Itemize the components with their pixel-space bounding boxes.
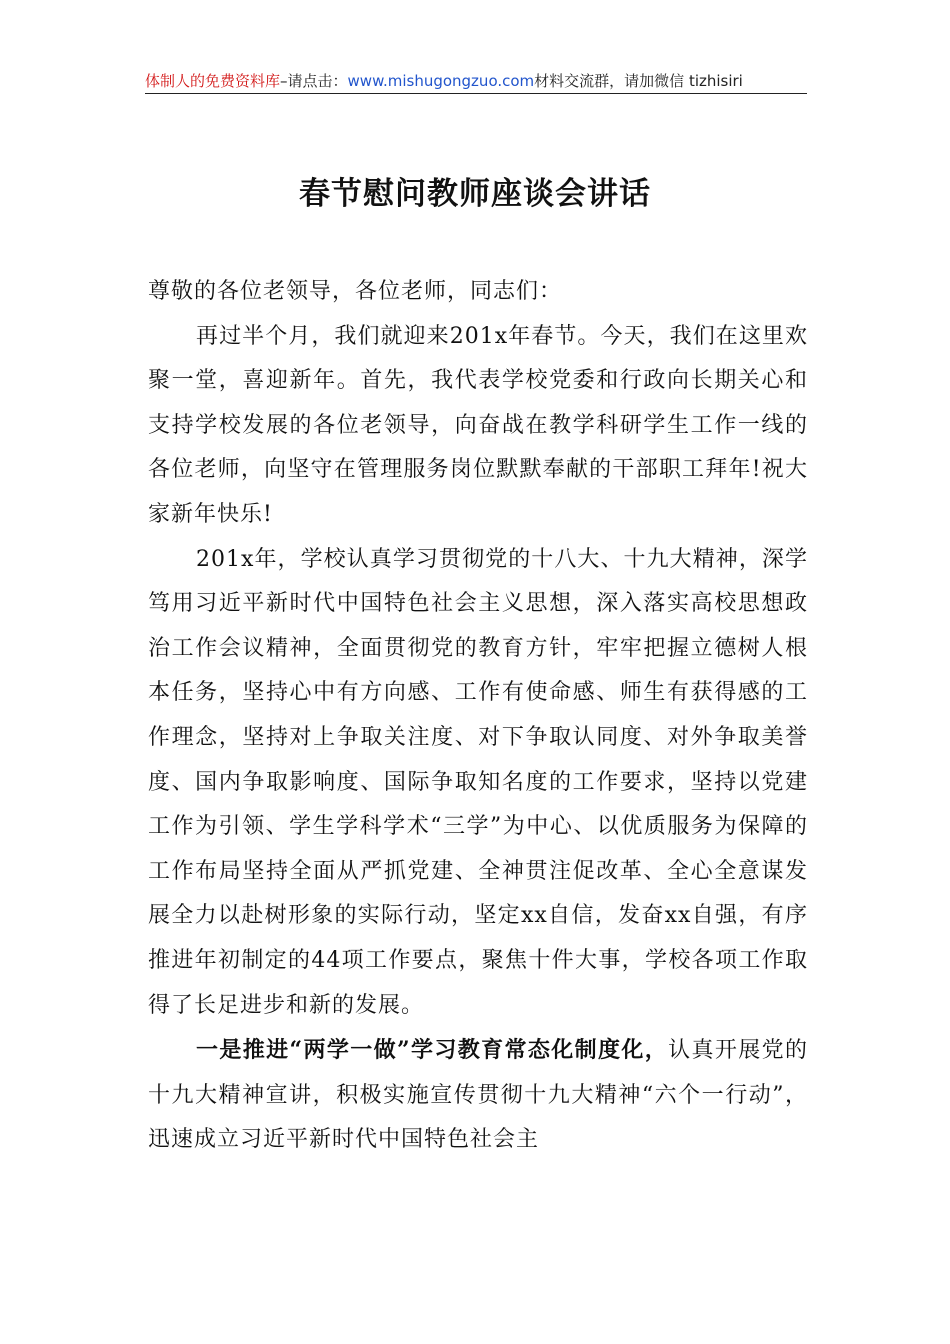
paragraph-3 bbox=[148, 1028, 808, 1163]
greeting-line: 尊敬的各位老领导，各位老师，同志们： bbox=[148, 279, 563, 304]
paragraph-3-text: 认真开展党的十九大精神宣讲，积极实施宣传贯彻十九大精神“六个一行动”，迅速成立习近平新时代中国特色社会主 bbox=[148, 1038, 808, 1153]
header-divider bbox=[145, 93, 807, 94]
paragraph-1: 再过半个月，我们就迎来201x年春节。今天，我们在这里欢聚一堂，喜迎新年。首先，我代表学校党委和行政向长期关心和支持学校发展的各位老领导，向奋战在教学科研学生工作一线的各位老师，向坚守在管理服务岗位默默奉献的干部职工拜年!祝大家新年快乐! bbox=[148, 323, 808, 527]
header-brand[interactable]: 体制人的免费资料库 bbox=[145, 72, 281, 90]
paragraph-2: 201x年，学校认真学习贯彻党的十八大、十九大精神，深学笃用习近平新时代中国特色社会主义思想，深入落实高校思想政治工作会议精神，全面贯彻党的教育方针，牢牢把握立德树人根本任务，坚持心中有方向感、工作有使命感、师生有获得感的工作理念，坚持对上争取关注度、对下争取认同度、对外争取美誉度、国内争取影响度、国际争取知名度的工作要求，坚持以党建工作为引领、学生学科学术“三学”为中心、以优质服务为保障的工作布局坚持全面从严抓党建、全神贯注促改革、全心全意谋发展全力以赴树形象的实际行动，坚定xx自信，发奋xx自强，有序推进年初制定的44项工作要点，聚焦十件大事，学校各项工作取得了长足进步和新的发展。 bbox=[148, 546, 808, 1018]
header-separator: –请点击： bbox=[280, 72, 348, 90]
page-header bbox=[145, 70, 807, 92]
document-title: 春节慰问教师座谈会讲话 bbox=[299, 176, 651, 212]
header-url-link[interactable]: www.mishugongzuo.com bbox=[347, 72, 535, 90]
header-contact-text: 材料交流群，请加微信 tizhisiri bbox=[534, 72, 743, 90]
paragraph-3-bold-lead: 一是推进“两学一做”学习教育常态化制度化， bbox=[196, 1037, 669, 1064]
document-body bbox=[148, 270, 808, 1163]
